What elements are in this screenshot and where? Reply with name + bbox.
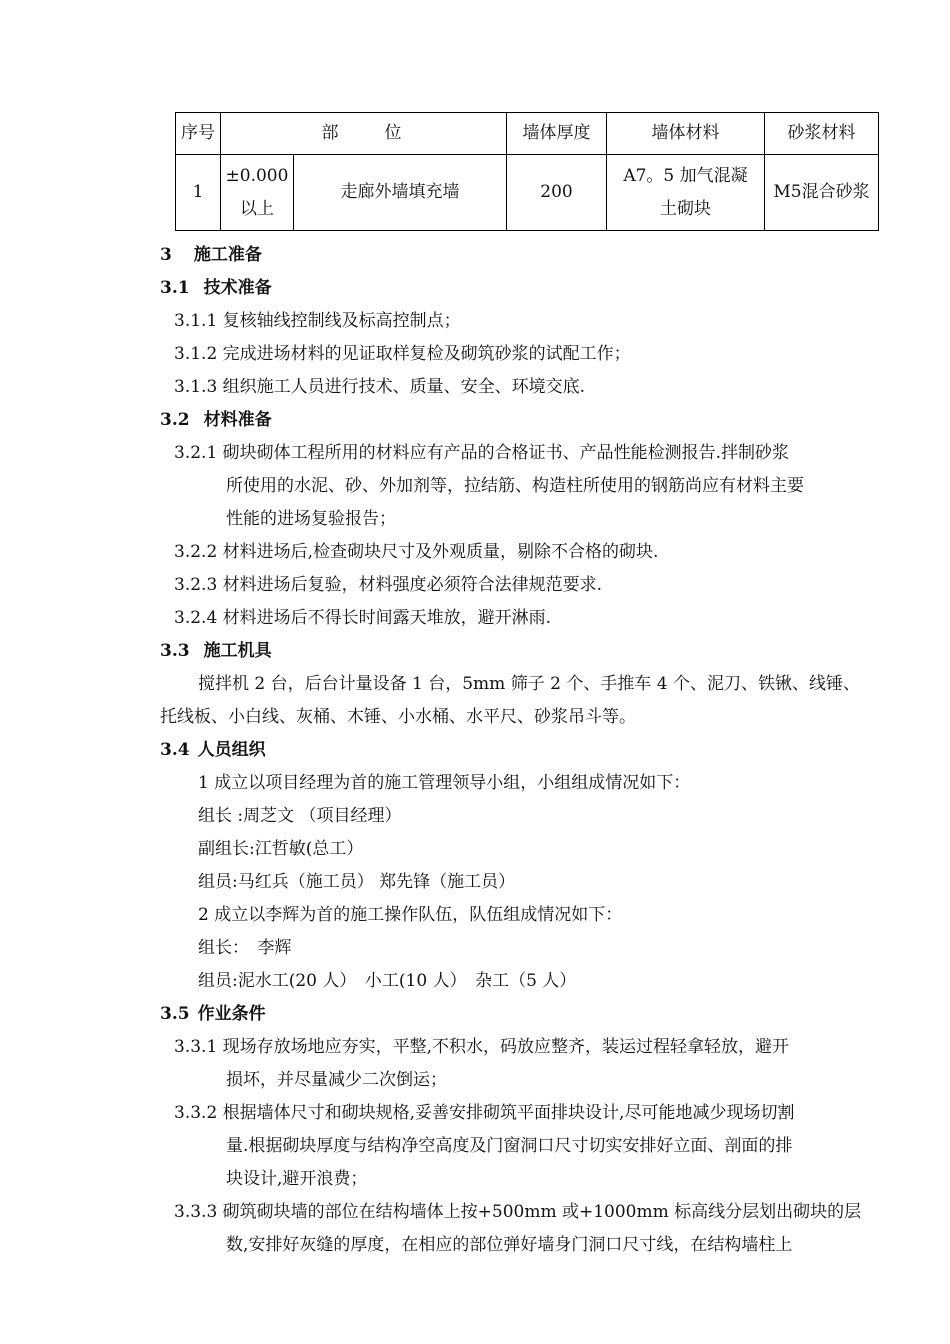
section-3-4-heading — [160, 738, 266, 762]
cell-elevation — [221, 155, 294, 231]
cell-index: 1 — [176, 155, 221, 231]
paragraph-line: 组员:马红兵（施工员） 郑先锋（施工员） — [198, 872, 516, 892]
paragraph-line: 组员:泥水工(20 人） 小工(10 人） 杂工（5 人） — [198, 971, 577, 991]
section-3-2-heading — [160, 408, 272, 432]
cell-location: 走廊外墙填充墙 — [294, 155, 507, 231]
cell-elevation-line1: ±0.000 — [225, 165, 289, 186]
paragraph-line: 2 成立以李辉为首的施工操作队伍，队伍组成情况如下： — [198, 905, 623, 925]
header-thickness: 墙体厚度 — [507, 113, 607, 155]
section-3-heading — [160, 243, 262, 267]
paragraph-line: 数,安排好灰缝的厚度，在相应的部位弹好墙身门洞口尺寸线，在结构墙柱上 — [226, 1235, 793, 1255]
section-3-2-number: 3.2 — [160, 410, 190, 430]
list-item: 3.1.3 组织施工人员进行技术、质量、安全、环境交底. — [174, 377, 586, 397]
paragraph-line: 副组长:江哲敏(总工） — [198, 839, 364, 859]
paragraph-line: 搅拌机 2 台，后台计量设备 1 台，5mm 筛子 2 个、手推车 4 个、泥刀、铁锹、线锤、 — [198, 674, 860, 694]
section-3-3-number: 3.3 — [160, 641, 190, 661]
list-item: 3.2.4 材料进场后不得长时间露天堆放，避开淋雨. — [174, 608, 552, 628]
section-3-1-title: 技术准备 — [203, 278, 272, 298]
section-3-4-number: 3.4 — [160, 740, 190, 760]
cell-wall-material-line2: 土砌块 — [660, 198, 711, 219]
cell-mortar: M5混合砂浆 — [765, 155, 879, 231]
header-index: 序号 — [176, 113, 221, 155]
paragraph-line: 损坏，并尽量减少二次倒运； — [226, 1070, 447, 1090]
paragraph-line: 所使用的水泥、砂、外加剂等，拉结筋、构造柱所使用的钢筋尚应有材料主要 — [226, 476, 804, 496]
section-3-3-title: 施工机具 — [203, 641, 272, 661]
paragraph-line: 3.2.1 砌块砌体工程所用的材料应有产品的合格证书、产品性能检测报告.拌制砂浆 — [174, 443, 790, 463]
paragraph-line: 量.根据砌块厚度与结构净空高度及门窗洞口尺寸切实安排好立面、剖面的排 — [226, 1136, 793, 1156]
section-3-1-number: 3.1 — [160, 278, 190, 298]
paragraph-line: 3.3.1 现场存放场地应夯实，平整,不积水，码放应整齐，装运过程轻拿轻放，避开 — [174, 1037, 790, 1057]
list-item: 3.1.2 完成进场材料的见证取样复检及砌筑砂浆的试配工作； — [174, 344, 631, 364]
section-3-title: 施工准备 — [193, 245, 262, 265]
section-3-5-number: 3.5 — [160, 1004, 190, 1024]
paragraph-line: 组长： 李辉 — [198, 938, 292, 958]
paragraph-line: 3.3.3 砌筑砌块墙的部位在结构墙体上按+500mm 或+1000mm 标高线分层划出砌块的层 — [174, 1202, 862, 1222]
section-3-1-heading — [160, 276, 272, 300]
list-item: 3.2.2 材料进场后,检查砌块尺寸及外观质量，剔除不合格的砌块. — [174, 542, 659, 562]
cell-elevation-line2: 以上 — [240, 198, 274, 219]
list-item: 3.2.3 材料进场后复验，材料强度必须符合法律规范要求. — [174, 575, 603, 595]
cell-thickness: 200 — [507, 155, 607, 231]
section-3-5-heading — [160, 1002, 266, 1026]
paragraph-line: 组长 :周芝文 （项目经理） — [198, 806, 402, 826]
paragraph-line: 性能的进场复验报告； — [226, 509, 396, 529]
paragraph-line: 3.3.2 根据墙体尺寸和砌块规格,妥善安排砌筑平面排块设计,尽可能地减少现场切割 — [174, 1103, 795, 1123]
section-3-4-title: 人员组织 — [197, 740, 266, 760]
cell-wall-material-line1: A7。5 加气混凝 — [623, 165, 748, 186]
header-location: 部 位 — [221, 113, 507, 155]
section-3-3-heading — [160, 639, 272, 663]
paragraph-line: 块设计,避开浪费； — [226, 1169, 368, 1189]
wall-spec-table — [175, 112, 879, 231]
list-item: 3.1.1 复核轴线控制线及标高控制点； — [174, 311, 461, 331]
section-3-2-title: 材料准备 — [203, 410, 272, 430]
table-header-row — [176, 113, 879, 155]
section-3-number: 3 — [160, 245, 172, 265]
table-row — [176, 155, 879, 231]
paragraph-line: 托线板、小白线、灰桶、木锤、小水桶、水平尺、砂浆吊斗等。 — [160, 707, 636, 727]
header-wall-material: 墙体材料 — [607, 113, 765, 155]
section-3-5-title: 作业条件 — [197, 1004, 266, 1024]
cell-wall-material — [607, 155, 765, 231]
header-mortar: 砂浆材料 — [765, 113, 879, 155]
paragraph-line: 1 成立以项目经理为首的施工管理领导小组，小组组成情况如下： — [198, 773, 691, 793]
